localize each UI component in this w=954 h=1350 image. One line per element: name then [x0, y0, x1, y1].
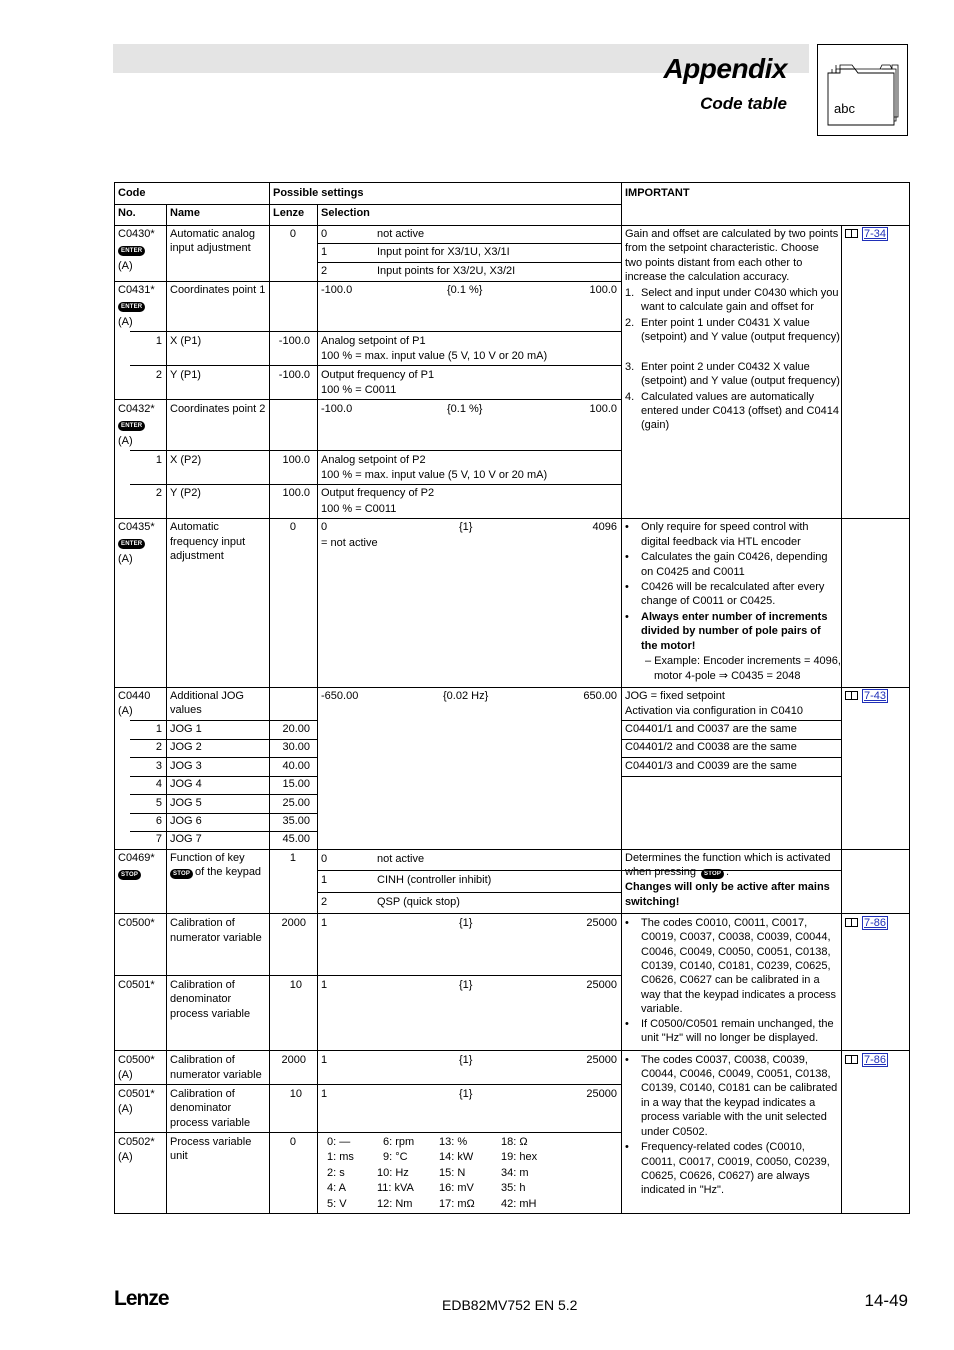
jog-important: C04401/3 and C0039 are the same	[625, 760, 797, 772]
reference-link: 7-34	[864, 228, 887, 240]
bullet-icon: •	[625, 551, 629, 563]
unit-option: 12: Nm	[377, 1198, 413, 1210]
range-step: {0.1 %}	[447, 403, 483, 415]
unit-option: 19: hex	[501, 1151, 538, 1163]
lenze-value: 0	[289, 228, 296, 240]
unit-option: 1: ms	[327, 1151, 354, 1163]
range-step: {0.02 Hz}	[443, 690, 489, 702]
code-name: of the keypad	[195, 866, 262, 878]
unit-option: 17: mΩ	[439, 1198, 475, 1210]
subcode-index: 1	[155, 454, 162, 466]
jog-important: C04401/2 and C0038 are the same	[625, 741, 797, 753]
range-max: 100.0	[589, 403, 617, 415]
stop-key-icon: STOP	[118, 866, 141, 880]
jog-index: 4	[155, 778, 162, 790]
selection-num: 0	[321, 228, 328, 240]
jog-lenze-value: 40.00	[282, 760, 310, 772]
lenze-value: -100.0	[278, 369, 310, 381]
important-text: two points distant from each other to	[625, 257, 803, 269]
lenze-value: 2000	[281, 917, 306, 929]
subcode-name: X (P2)	[170, 454, 202, 466]
page-title: Appendix	[663, 53, 787, 84]
jog-lenze-value: 25.00	[282, 797, 310, 809]
enter-key-icon: ENTER	[118, 417, 145, 431]
code-no: C0431*	[118, 284, 155, 296]
unit-option: 9: °C	[383, 1151, 408, 1163]
range-max: 650.00	[583, 690, 617, 702]
important-text: JOG = fixed setpoint	[625, 690, 725, 702]
reference-link: 7-86	[864, 1054, 887, 1066]
selection-text: Analog setpoint of P1	[321, 335, 426, 347]
bullet-text-bold: the motor!	[641, 640, 696, 652]
range-max: 100.0	[589, 284, 617, 296]
step-text: (gain)	[641, 419, 670, 431]
book-icon	[845, 691, 858, 700]
important-text: increase the calculation accuracy.	[625, 271, 790, 283]
selection-text: Input points for X3/2U, X3/2I	[377, 265, 516, 277]
lenze-value: 10	[289, 979, 302, 991]
jog-lenze-value: 35.00	[282, 815, 310, 827]
step-text: (setpoint) and Y value (output frequency)	[641, 375, 840, 387]
selection-num: 2	[321, 896, 328, 908]
jog-name: JOG 1	[170, 723, 202, 735]
code-access: (A)	[118, 435, 133, 447]
bullet-icon: •	[625, 917, 629, 929]
code-access: (A)	[118, 1069, 133, 1081]
lenze-value: -100.0	[278, 335, 310, 347]
range-step: {1}	[459, 1088, 473, 1100]
header-important: IMPORTANT	[625, 187, 690, 199]
bullet-icon: •	[625, 521, 629, 533]
stop-key-icon: STOP	[170, 865, 193, 879]
selection-text: 100 % = C0011	[321, 503, 397, 515]
code-table	[114, 182, 910, 1214]
code-name: numerator variable	[170, 932, 262, 944]
bullet-text: The codes C0010, C0011, C0017,	[641, 917, 808, 929]
important-text-bold: Changes will only be active after mains	[625, 881, 830, 893]
jog-index: 6	[155, 815, 162, 827]
bullet-text: on C0425 and C0011	[641, 566, 745, 578]
selection-num: 0	[321, 853, 328, 865]
code-name: Calibration of	[170, 1054, 235, 1066]
unit-option: 34: m	[501, 1167, 529, 1179]
stop-key-icon: STOP	[701, 865, 724, 879]
lenze-value: 0	[289, 1136, 296, 1148]
code-no: C0500*	[118, 1054, 155, 1066]
bullet-text: unit "Hz" will no longer be displayed.	[641, 1032, 819, 1044]
selection-text: Output frequency of P2	[321, 487, 435, 499]
code-name: denominator	[170, 1102, 232, 1114]
step-text: (setpoint) and Y value (output frequency)	[641, 331, 840, 343]
range-step: {1}	[459, 521, 473, 533]
important-text: Gain and offset are calculated by two points	[625, 228, 839, 240]
code-name: Calibration of	[170, 917, 235, 929]
code-no: C0435*	[118, 521, 155, 533]
jog-name: JOG 6	[170, 815, 202, 827]
step-number: 4.	[625, 391, 635, 403]
important-text: Activation via configuration in C0410	[625, 705, 803, 717]
page-reference[interactable]	[845, 1054, 888, 1067]
bullet-text: C0139, C0140, C0181 can be calibrated	[641, 1082, 838, 1094]
unit-option: 16: mV	[439, 1182, 474, 1194]
bullet-text: C0019, C0037, C0038, C0039, C0044,	[641, 931, 831, 943]
lenze-value: 1	[289, 852, 296, 864]
jog-name: JOG 4	[170, 778, 202, 790]
selection-note: = not active	[321, 537, 378, 549]
selection-text: 100 % = max. input value (5 V, 10 V or 20 mA)	[321, 350, 548, 362]
selection-text: not active	[377, 853, 425, 865]
step-text: Calculated values are automatically	[641, 391, 815, 403]
selection-text: Output frequency of P1	[321, 369, 435, 381]
code-name: process variable	[170, 1117, 251, 1129]
bullet-text: C0011, C0017, C0019, C0050, C0239,	[641, 1156, 830, 1168]
subcode-index: 2	[155, 369, 162, 381]
header-lenze: Lenze	[273, 207, 305, 219]
code-no: C0432*	[118, 403, 155, 415]
selection-text: Input point for X3/1U, X3/1I	[377, 246, 510, 258]
range-max: 4096	[592, 521, 617, 533]
lenze-value: 10	[289, 1088, 302, 1100]
code-no: C0502*	[118, 1136, 155, 1148]
lenze-value: 100.0	[282, 487, 310, 499]
range-step: {0.1 %}	[447, 284, 483, 296]
code-name: values	[170, 704, 202, 716]
range-max: 25000	[586, 917, 617, 929]
jog-name: JOG 7	[170, 833, 202, 845]
lenze-value: 2000	[281, 1054, 306, 1066]
range-min: 1	[321, 1088, 328, 1100]
range-min: 1	[321, 917, 328, 929]
selection-text: CINH (controller inhibit)	[377, 874, 492, 886]
code-name: denominator	[170, 993, 232, 1005]
jog-index: 3	[155, 760, 162, 772]
step-text: entered under C0413 (offset) and C0414	[641, 405, 839, 417]
folder-icon	[818, 45, 907, 135]
bullet-text: in a way that the keypad indicates a	[641, 1097, 816, 1109]
selection-num: 2	[321, 265, 328, 277]
code-name: Automatic analog	[170, 228, 255, 240]
bullet-text: process variable with the unit selected	[641, 1111, 827, 1123]
code-no: C0501*	[118, 979, 155, 991]
bullet-text-bold: divided by number of pole pairs of	[641, 625, 821, 637]
jog-index: 7	[155, 833, 162, 845]
code-name: process variable	[170, 1008, 251, 1020]
step-text: want to calculate gain and offset for	[641, 301, 814, 313]
folder-icon-label: abc	[834, 101, 855, 116]
jog-index: 2	[155, 741, 162, 753]
page-number: 14-49	[864, 1291, 908, 1310]
bullet-text: C0426 will be recalculated after every	[641, 581, 825, 593]
header-selection: Selection	[321, 207, 370, 219]
jog-important: C04401/1 and C0037 are the same	[625, 723, 797, 735]
code-no: C0430*	[118, 228, 155, 240]
subcode-name: Y (P1)	[170, 369, 201, 381]
bullet-text: Only require for speed control with	[641, 521, 809, 533]
step-text: Enter point 2 under C0432 X value	[641, 361, 810, 373]
unit-option: 15: N	[439, 1167, 466, 1179]
bullet-text: Calculates the gain C0426, depending	[641, 551, 828, 563]
unit-option: 42: mH	[501, 1198, 537, 1210]
step-number: 3.	[625, 361, 635, 373]
page-reference[interactable]	[845, 690, 888, 703]
folder-icon-box	[817, 44, 908, 136]
unit-option: 6: rpm	[383, 1136, 415, 1148]
unit-option: 5: V	[327, 1198, 347, 1210]
jog-name: JOG 2	[170, 741, 202, 753]
bullet-text: C0626, C0627 can be calibrated in a	[641, 974, 820, 986]
subcode-name: X (P1)	[170, 335, 202, 347]
code-name: Calibration of	[170, 979, 235, 991]
selection-text: QSP (quick stop)	[377, 896, 460, 908]
jog-lenze-value: 30.00	[282, 741, 310, 753]
unit-option: 10: Hz	[377, 1167, 409, 1179]
jog-index: 5	[155, 797, 162, 809]
code-name: Calibration of	[170, 1088, 235, 1100]
range-max: 25000	[586, 1088, 617, 1100]
range-step: {1}	[459, 917, 473, 929]
subcode-index: 2	[155, 487, 162, 499]
jog-lenze-value: 15.00	[282, 778, 310, 790]
code-name: Coordinates point 1	[170, 284, 266, 296]
header-name: Name	[170, 207, 200, 219]
selection-num: 1	[321, 246, 328, 258]
important-text-bold: switching!	[625, 896, 680, 908]
document-number: EDB82MV752 EN 5.2	[442, 1297, 578, 1313]
selection-text: not active	[377, 228, 425, 240]
range-max: 25000	[586, 979, 617, 991]
bullet-icon: •	[625, 1018, 629, 1030]
important-text: from the setpoint characteristic. Choose	[625, 242, 819, 254]
page-reference[interactable]	[845, 228, 888, 241]
bullet-text: C0139, C0140, C0181, C0239, C0625,	[641, 960, 831, 972]
enter-key-icon: ENTER	[118, 242, 145, 256]
code-name: frequency input	[170, 536, 246, 548]
bullet-text: C0046, C0049, C0050, C0051, C0138,	[641, 946, 831, 958]
bullet-text: If C0500/C0501 remain unchanged, the	[641, 1018, 834, 1030]
code-name: Automatic	[170, 521, 219, 533]
jog-lenze-value: 45.00	[282, 833, 310, 845]
code-name: Coordinates point 2	[170, 403, 266, 415]
code-name: input adjustment	[170, 242, 251, 254]
bullet-text: change of C0011 or C0425.	[641, 595, 776, 607]
bullet-text: C0625, C0626, C0627) are always	[641, 1170, 810, 1182]
enter-key-icon: ENTER	[118, 298, 145, 312]
page-reference[interactable]	[845, 917, 888, 930]
range-step: {1}	[459, 979, 473, 991]
code-access: (A)	[118, 260, 133, 272]
bullet-icon: •	[625, 611, 629, 623]
code-name: Process variable	[170, 1136, 252, 1148]
page-subtitle: Code table	[700, 94, 787, 113]
jog-name: JOG 3	[170, 760, 202, 772]
header-no: No.	[118, 207, 136, 219]
unit-option: 0: —	[327, 1136, 351, 1148]
range-min: -100.0	[321, 284, 353, 296]
bullet-text-bold: Always enter number of increments	[641, 611, 828, 623]
code-no: C0469*	[118, 852, 155, 864]
bullet-icon: •	[625, 1141, 629, 1153]
code-name: numerator variable	[170, 1069, 262, 1081]
header-code: Code	[118, 187, 146, 199]
jog-index: 1	[155, 723, 162, 735]
range-min: 1	[321, 1054, 328, 1066]
unit-option: 2: s	[327, 1167, 345, 1179]
range-min: 0	[321, 521, 328, 533]
code-access: (A)	[118, 1151, 133, 1163]
lenze-logo: Lenze	[114, 1287, 169, 1310]
range-max: 25000	[586, 1054, 617, 1066]
code-access: (A)	[118, 316, 133, 328]
step-text: Enter point 1 under C0431 X value	[641, 317, 810, 329]
code-name: adjustment	[170, 550, 224, 562]
code-no: C0500*	[118, 917, 155, 929]
selection-text: Analog setpoint of P2	[321, 454, 426, 466]
selection-num: 1	[321, 874, 328, 886]
enter-key-icon: ENTER	[118, 535, 145, 549]
code-access: (A)	[118, 1103, 133, 1115]
unit-option: 13: %	[439, 1136, 468, 1148]
jog-lenze-value: 20.00	[282, 723, 310, 735]
subcode-index: 1	[155, 335, 162, 347]
unit-option: 4: A	[327, 1182, 346, 1194]
range-min: 1	[321, 979, 328, 991]
step-number: 2.	[625, 317, 635, 329]
bullet-icon: •	[625, 581, 629, 593]
code-no: C0440	[118, 690, 151, 702]
reference-link: 7-43	[864, 690, 887, 702]
subcode-name: Y (P2)	[170, 487, 201, 499]
lenze-value: 100.0	[282, 454, 310, 466]
unit-option: 18: Ω	[501, 1136, 528, 1148]
step-number: 1.	[625, 287, 635, 299]
bullet-icon: •	[625, 1054, 629, 1066]
code-name: unit	[170, 1150, 188, 1162]
code-name: Function of key	[170, 852, 245, 864]
book-icon	[845, 1055, 858, 1064]
range-min: -100.0	[321, 403, 353, 415]
bullet-text: variable.	[641, 1003, 683, 1015]
unit-option: 14: kW	[439, 1151, 474, 1163]
range-min: -650.00	[321, 690, 359, 702]
book-icon	[845, 918, 858, 927]
bullet-text: C0044, C0046, C0049, C0051, C0138,	[641, 1068, 831, 1080]
bullet-text: way that the keypad indicates a process	[641, 989, 837, 1001]
important-text: .	[726, 866, 730, 878]
bullet-text: under C0502.	[641, 1126, 708, 1138]
selection-text: 100 % = C0011	[321, 384, 397, 396]
range-step: {1}	[459, 1054, 473, 1066]
code-name: Additional JOG	[170, 690, 244, 702]
code-access: (A)	[118, 705, 133, 717]
bullet-text: The codes C0037, C0038, C0039,	[641, 1054, 808, 1066]
book-icon	[845, 229, 858, 238]
step-text: Select and input under C0430 which you	[641, 287, 839, 299]
bullet-text: Frequency-related codes (C0010,	[641, 1141, 805, 1153]
example-text: – Example: Encoder increments = 4096,	[645, 655, 841, 667]
bullet-text: digital feedback via HTL encoder	[641, 536, 801, 548]
important-text: Determines the function which is activated	[625, 852, 831, 864]
jog-name: JOG 5	[170, 797, 202, 809]
important-text: when pressing	[625, 866, 696, 878]
bullet-text: indicated in "Hz".	[641, 1184, 725, 1196]
unit-option: 11: kVA	[377, 1182, 414, 1194]
unit-option: 35: h	[501, 1182, 526, 1194]
example-text: motor 4-pole ⇒ C0435 = 2048	[654, 670, 801, 682]
code-access: (A)	[118, 553, 133, 565]
header-possible-settings: Possible settings	[273, 187, 364, 199]
lenze-value: 0	[289, 521, 296, 533]
reference-link: 7-86	[864, 917, 887, 929]
selection-text: 100 % = max. input value (5 V, 10 V or 20 mA)	[321, 469, 548, 481]
code-no: C0501*	[118, 1088, 155, 1100]
